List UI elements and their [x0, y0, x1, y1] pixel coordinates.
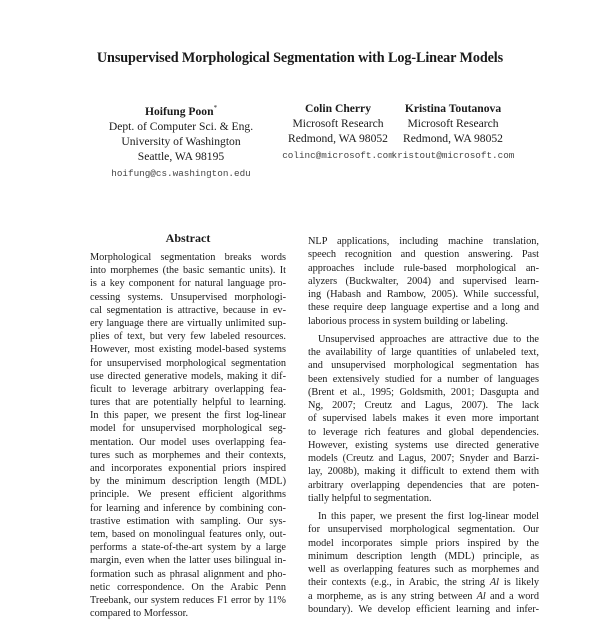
abstract-line: ficult to leverage arbitrary overlapping fea-	[90, 383, 286, 395]
abstract-line: Treebank, our system reduces F1 error by 11%	[90, 594, 286, 606]
body-line: lay, 2008b), making it difficult to extend them with	[308, 466, 539, 478]
abstract-line: ery language there are virtually unlimited sup-	[90, 317, 286, 329]
affiliation-line: Redmond, WA 98052	[403, 132, 503, 146]
body-line: In this paper, we present the first log-linear model	[318, 511, 539, 522]
author-name: Hoifung Poon	[144, 104, 214, 118]
affiliation-line: Redmond, WA 98052	[288, 132, 388, 146]
abstract-line: However, most existing model-based systems	[90, 344, 286, 356]
body-line: NLP applications, including machine translation,	[308, 236, 539, 247]
body-line: laborious process in system building or labeling.	[308, 315, 508, 327]
body-line: Ng, 2007; Creutz and Lagus, 2007). The lack	[308, 400, 539, 411]
author-name: Kristina Toutanova	[404, 102, 502, 115]
abstract-line: for learning and inference by combining con-	[90, 502, 286, 514]
body-line: and unsupervised morphological segmentation has	[308, 360, 539, 372]
affiliation-line: Seattle, WA 98195	[137, 150, 225, 164]
right-column-body	[308, 235, 539, 616]
abstract-line: Morphological segmentation breaks words	[90, 252, 286, 263]
body-line: alyzers (Buckwalter, 2004) and supervised learn-	[308, 275, 539, 287]
abstract-body	[90, 251, 286, 620]
affiliation-line: Dept. of Computer Sci. & Eng.	[108, 120, 254, 134]
body-line: approaches include rule-based morphological an-	[308, 262, 539, 274]
abstract-line: formation such as phrasal alignment and pho-	[90, 568, 286, 580]
abstract-line: by the minimum description length (MDL)	[90, 476, 286, 488]
body-line: However, existing systems use directed generative	[308, 439, 539, 451]
abstract-heading: Abstract	[165, 231, 211, 245]
paper-title: Unsupervised Morphological Segmentation with Log-Linear Models	[96, 50, 504, 66]
body-line: model incorporates simple priors inspired by the	[308, 537, 539, 549]
author-3	[378, 101, 528, 163]
affiliation-line: University of Washington	[121, 135, 241, 149]
abstract-line: margin, even when the latter uses bilingual in-	[90, 555, 286, 567]
author-email: hoifung@cs.washington.edu	[111, 167, 251, 179]
body-line: arbitrary overlapping dependencies that are poten-	[308, 479, 539, 491]
body-line: of supervised labels makes it even more important	[308, 413, 539, 425]
abstract-line: cal segmentation is attractive, because in ev-	[90, 304, 286, 316]
abstract-line: cessing systems. Unsupervised morphologi-	[90, 291, 286, 303]
author-email: colinc@microsoft.com	[282, 149, 394, 161]
abstract-line: netic correspondence. On the Arabic Penn	[90, 581, 286, 593]
body-line: well as overlapping features such as morphemes and	[308, 564, 539, 575]
abstract-line: performs a state-of-the-art system by a large	[90, 542, 286, 554]
abstract-line: tem, based on monolingual features only, out-	[90, 528, 286, 540]
abstract-line: compared to Morfessor.	[90, 608, 189, 620]
affiliation-line: Microsoft Research	[292, 117, 384, 131]
abstract-line: model for unsupervised morphological seg-	[90, 423, 286, 435]
body-line: these require deep language expertise and a long and	[308, 302, 539, 314]
body-line: boundary). We develop efficient learning and infer-	[308, 603, 539, 615]
body-line: ing (Habash and Rambow, 2005). While successful,	[308, 289, 539, 300]
abstract-line: trastive estimation with sampling. Our sys-	[90, 515, 286, 527]
author-name: Colin Cherry	[304, 102, 371, 115]
body-line: Unsupervised approaches are attractive due to the	[318, 333, 539, 345]
body-line: speech recognition and question answering. Past	[308, 249, 539, 261]
abstract-line: principle. We present efficient algorithms	[90, 489, 286, 501]
abstract-line: for unsupervised morphological segmentation	[90, 357, 286, 369]
body-line: tially helpful to segmentation.	[308, 492, 432, 504]
body-line: (Brent et al., 1995; Goldsmith, 2001; Dasgupta and	[308, 386, 539, 398]
author-email: kristout@microsoft.com	[391, 149, 515, 161]
abstract-line: into morphemes (the basic semantic units). It	[90, 265, 286, 277]
abstract-line: use directed generative models, making it dif-	[90, 370, 286, 382]
abstract-line: tures such as morphemes and their contexts,	[90, 449, 286, 461]
body-line: minimum description length (MDL) principle, as	[308, 550, 539, 562]
body-line: models (Creutz and Lagus, 2007; Snyder and Barzi-	[308, 453, 539, 464]
abstract-line: tures that are potentially helpful to learning.	[90, 397, 286, 409]
abstract-line: is a key component for natural language pro-	[90, 278, 286, 290]
abstract-line: mentation. Our model uses overlapping fea-	[90, 436, 286, 448]
body-line: for unsupervised morphological segmentation. Our	[308, 524, 539, 536]
abstract-line: In this paper, we present the first log-linear	[90, 410, 286, 422]
abstract-line: and incorporates exponential priors inspired	[90, 463, 286, 474]
body-line: a morpheme, as is any string between Al and a word	[308, 590, 539, 602]
body-line: to leverage rich features and global dependencies.	[308, 426, 539, 438]
abstract-line: plies of text, but very few labeled resources.	[90, 331, 286, 343]
body-line: their contexts (e.g., in Arabic, the string Al is likely	[308, 577, 540, 589]
author-1	[66, 101, 296, 181]
affiliation-line: Microsoft Research	[407, 117, 499, 131]
body-line: the availability of large quantities of unlabeled text,	[308, 347, 539, 358]
body-line: been extensively studied for a number of languages	[308, 373, 539, 385]
footnote-mark: *	[213, 104, 218, 112]
